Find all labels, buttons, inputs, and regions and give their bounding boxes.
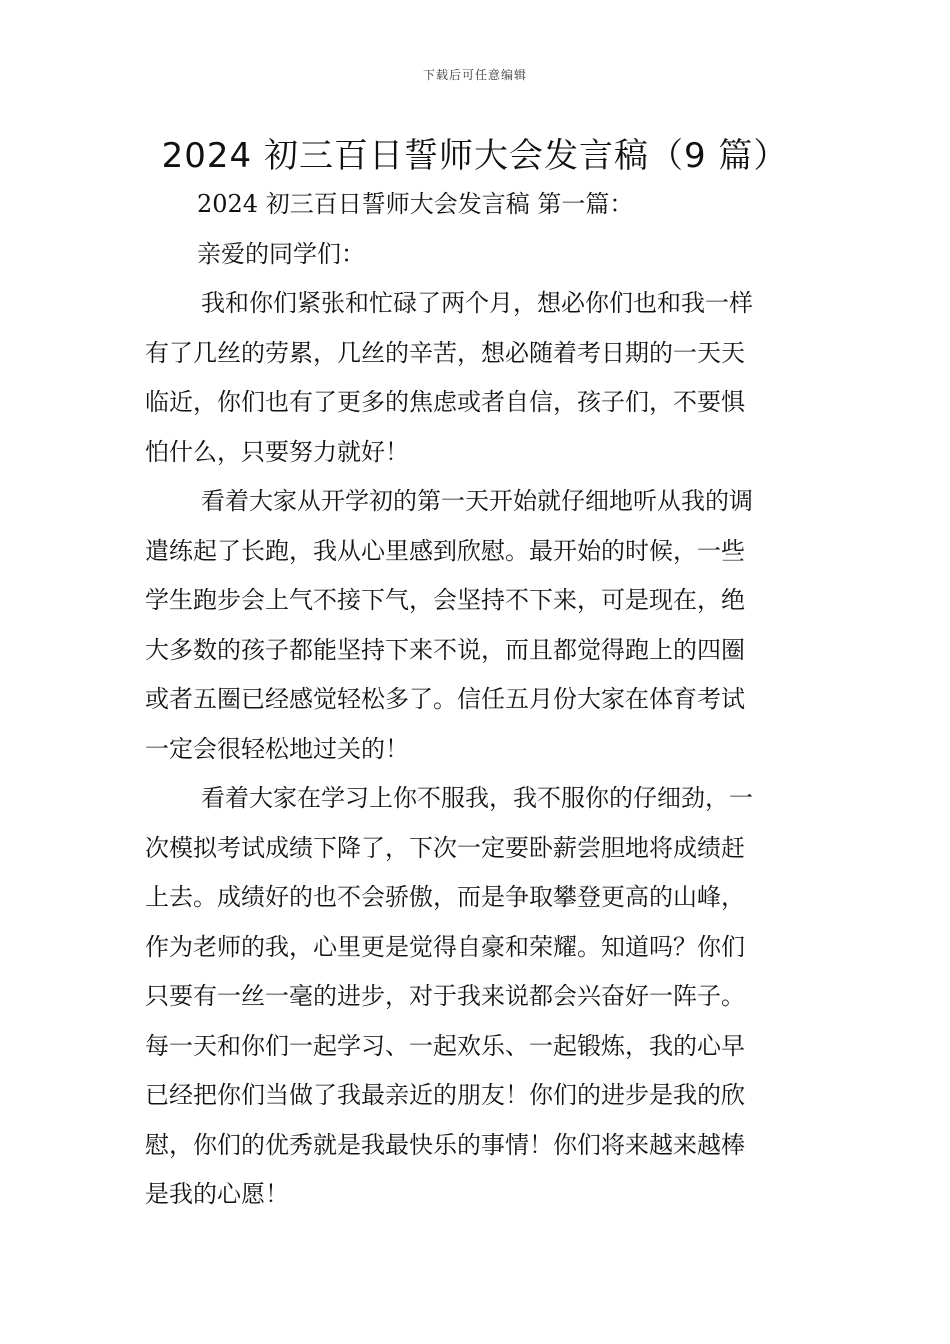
paragraph-line: 已经把你们当做了我最亲近的朋友！你们的进步是我的欣 — [145, 1081, 745, 1109]
paragraph-2 — [145, 477, 809, 774]
paragraph-line: 我和你们紧张和忙碌了两个月，想必你们也和我一样 — [201, 289, 753, 317]
paragraph-line: 作为老师的我，心里更是觉得自豪和荣耀。知道吗？你们 — [145, 932, 745, 961]
paragraph-line: 上去。成绩好的也不会骄傲，而是争取攀登更高的山峰， — [145, 883, 745, 911]
document-body — [145, 180, 809, 1220]
paragraph-line: 有了几丝的劳累，几丝的辛苦，想必随着考日期的一天天 — [145, 338, 745, 367]
paragraph-line: 只要有一丝一毫的进步，对于我来说都会兴奋好一阵子。 — [145, 982, 745, 1010]
paragraph-line: 大多数的孩子都能坚持下来不说，而且都觉得跑上的四圈 — [145, 635, 745, 664]
paragraph-line: 临近，你们也有了更多的焦虑或者自信，孩子们，不要惧 — [145, 388, 745, 416]
paragraph-line: 或者五圈已经感觉轻松多了。信任五月份大家在体育考试 — [145, 685, 745, 713]
paragraph-line: 是我的心愿！ — [145, 1180, 289, 1208]
paragraph-line: 每一天和你们一起学习、一起欢乐、一起锻炼，我的心早 — [145, 1031, 745, 1060]
paragraph-line: 一定会很轻松地过关的！ — [145, 734, 409, 763]
paragraph-line: 看着大家在学习上你不服我，我不服你的仔细劲，一 — [201, 784, 753, 812]
header-note: 下载后可任意编辑 — [422, 68, 527, 82]
greeting: 亲爱的同学们： — [197, 239, 365, 268]
paragraph-line: 怕什么，只要努力就好！ — [145, 437, 409, 466]
paragraph-1 — [145, 279, 809, 477]
paragraph-3 — [145, 774, 809, 1220]
paragraph-line: 学生跑步会上气不接下气，会坚持不下来，可是现在，绝 — [145, 586, 745, 614]
paragraph-line: 看着大家从开学初的第一天开始就仔细地听从我的调 — [201, 487, 753, 515]
paragraph-line: 次模拟考试成绩下降了，下次一定要卧薪尝胆地将成绩赶 — [145, 833, 745, 862]
document-title: 2024 初三百日誓师大会发言稿（9 篇） — [161, 136, 789, 176]
paragraph-line: 慰，你们的优秀就是我最快乐的事情！你们将来越来越棒 — [145, 1130, 745, 1159]
paragraph-line: 遣练起了长跑，我从心里感到欣慰。最开始的时候，一些 — [145, 536, 745, 565]
section-subtitle: 2024 初三百日誓师大会发言稿 第一篇： — [197, 190, 634, 218]
